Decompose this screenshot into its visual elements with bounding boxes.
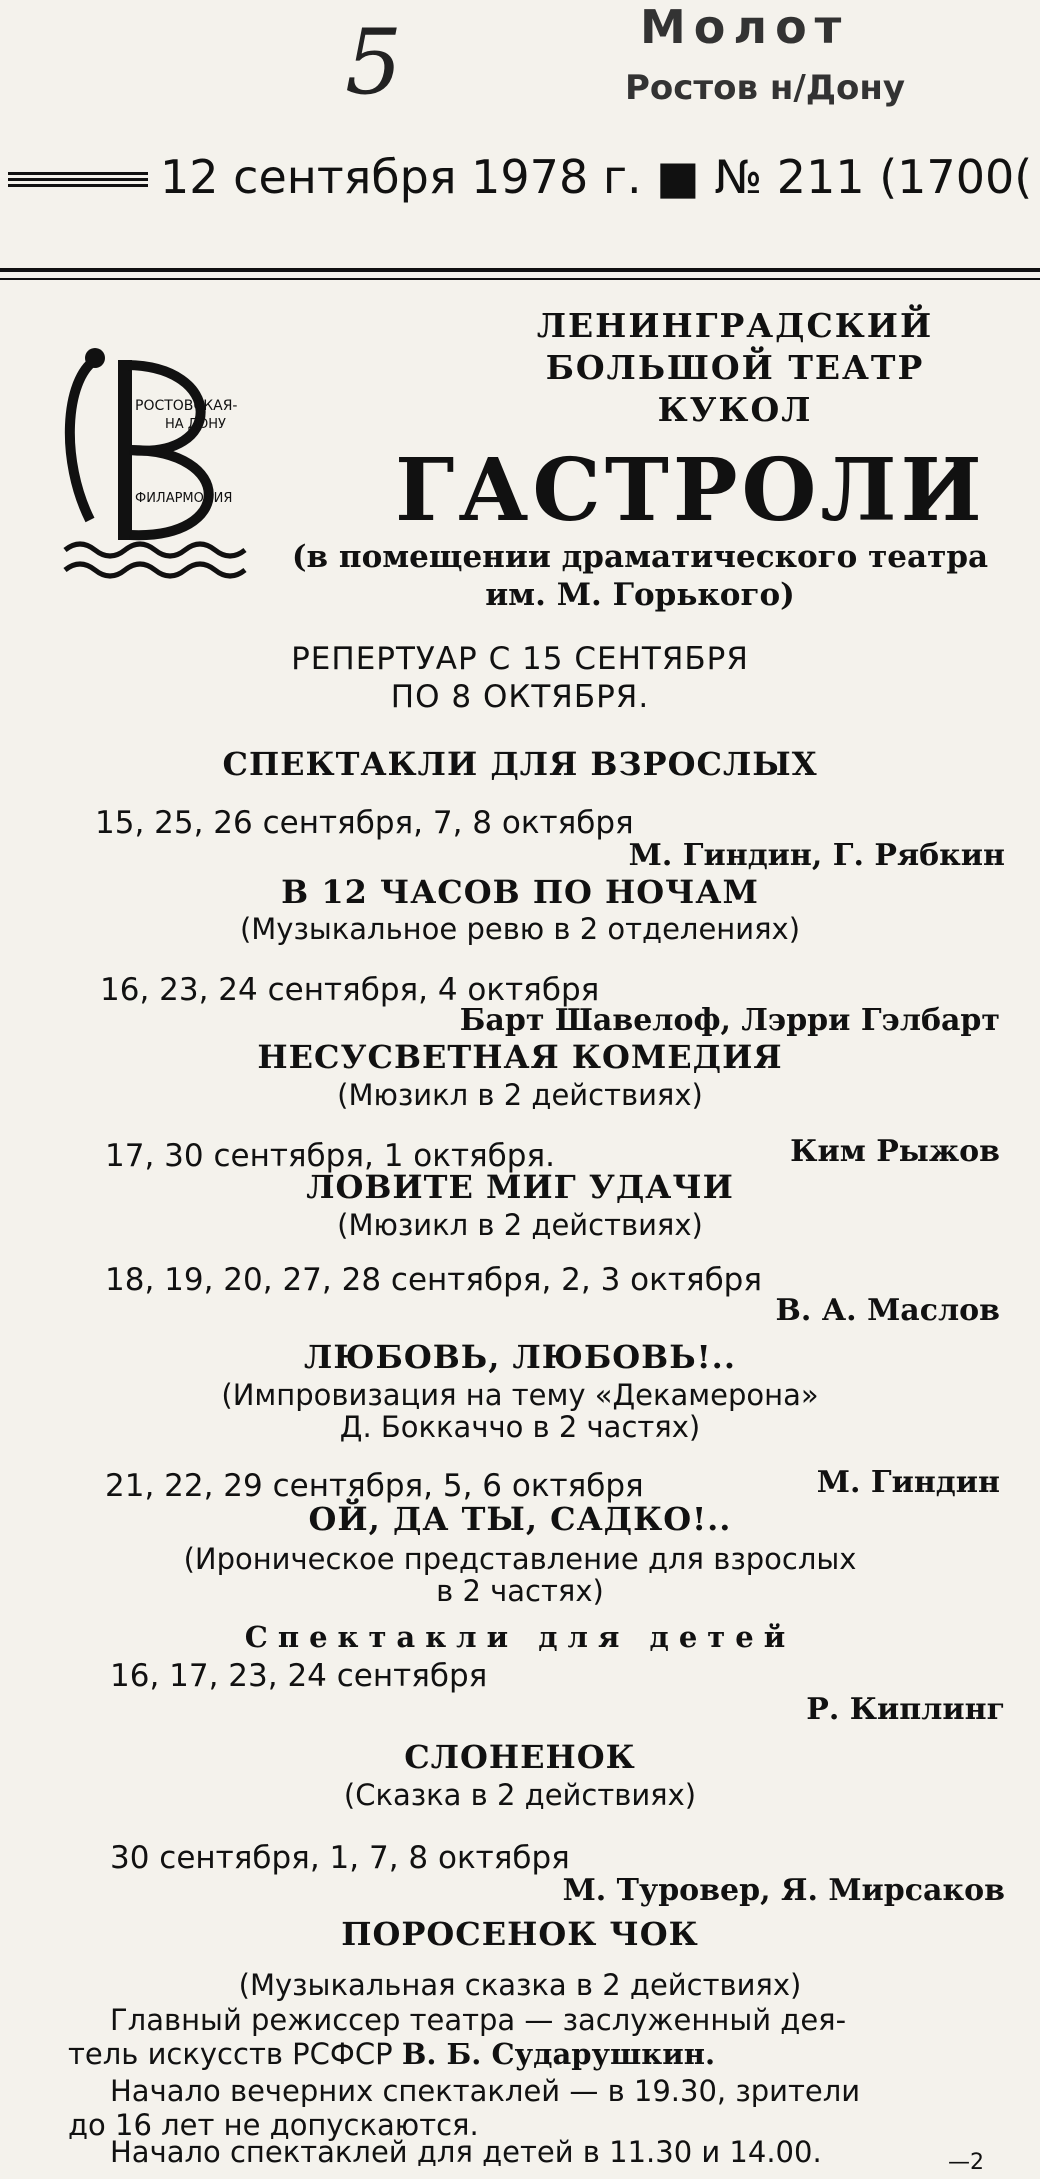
- show-dates: 18, 19, 20, 27, 28 сентября, 2, 3 октября: [105, 1262, 763, 1298]
- announcement-title: ГАСТРОЛИ: [395, 440, 986, 541]
- show-description: (Мюзикл в 2 действиях): [337, 1208, 703, 1242]
- show-author: М. Гиндин, Г. Рябкин: [628, 838, 1005, 873]
- show-title: В 12 ЧАСОВ ПО НОЧАМ: [281, 873, 759, 911]
- header-rule-thin: [0, 278, 1040, 280]
- logo-text-3: ФИЛАРМОНИЯ: [135, 491, 233, 506]
- kids-time: Начало спектаклей для детей в 11.30 и 14.00.: [110, 2135, 822, 2169]
- show-description: (Ироническое представление для взрослых: [183, 1542, 857, 1576]
- theatre-line-3: КУКОЛ: [657, 390, 813, 429]
- show-dates: 16, 17, 23, 24 сентября: [110, 1658, 488, 1694]
- show-description: (Музыкальное ревю в 2 отделениях): [239, 912, 801, 946]
- venue: [280, 538, 1000, 614]
- show-dates: 16, 23, 24 сентября, 4 октября: [100, 972, 600, 1008]
- theatre-line-1: ЛЕНИНГРАДСКИЙ: [536, 306, 934, 345]
- dateline: [0, 150, 1040, 210]
- stamp-newspaper-name: Молот: [640, 0, 850, 54]
- show-author: М. Туровер, Я. Мирсаков: [562, 1873, 1005, 1908]
- theatre-line-2: БОЛЬШОЙ ТЕАТР: [545, 348, 925, 387]
- show-description-line-2: в 2 частях): [436, 1574, 604, 1608]
- venue-line-1: (в помещении драматического театра: [291, 539, 989, 575]
- philharmonic-logo: [55, 340, 285, 590]
- show-description: (Мюзикл в 2 действиях): [337, 1078, 703, 1112]
- show-title: ОЙ, ДА ТЫ, САДКО!..: [308, 1500, 732, 1538]
- show-author: Р. Киплинг: [806, 1692, 1005, 1727]
- show-dates: 15, 25, 26 сентября, 7, 8 октября: [95, 805, 634, 841]
- show-description: (Музыкальная сказка в 2 действиях): [238, 1968, 802, 2002]
- show-author: М. Гиндин: [816, 1465, 1000, 1500]
- show-title: ЛОВИТЕ МИГ УДАЧИ: [306, 1168, 734, 1206]
- repertoire-line-1: РЕПЕРТУАР С 15 СЕНТЯБРЯ: [291, 641, 749, 677]
- dateline-text: 12 сентября 1978 г. ■ № 211 (1700(: [160, 150, 1033, 204]
- repertoire: [0, 640, 1040, 716]
- show-author: Барт Шавелоф, Лэрри Гэлбарт: [459, 1003, 1000, 1038]
- show-title: ЛЮБОВЬ, ЛЮБОВЬ!..: [304, 1338, 736, 1376]
- stamp-city: Ростов н/Дону: [625, 68, 906, 108]
- show-title: СЛОНЕНОК: [404, 1738, 636, 1776]
- show-dates: 21, 22, 29 сентября, 5, 6 октября: [105, 1468, 644, 1504]
- header-rule: [0, 268, 1040, 272]
- show-dates: 17, 30 сентября, 1 октября.: [105, 1138, 555, 1174]
- venue-line-2: им. М. Горького): [485, 577, 795, 613]
- evening-line-2: до 16 лет не допускаются.: [68, 2108, 479, 2142]
- kids-heading: Спектакли для детей: [244, 1620, 796, 1654]
- page-mark: —2: [948, 2150, 984, 2175]
- director-line-1: Главный режиссер театра — заслуженный дея-: [110, 2003, 847, 2037]
- repertoire-line-2: ПО 8 ОКТЯБРЯ.: [390, 679, 650, 715]
- show-description: (Сказка в 2 действиях): [343, 1778, 697, 1812]
- show-description-line-2: Д. Боккаччо в 2 частях): [339, 1410, 701, 1444]
- show-title: ПОРОСЕНОК ЧОК: [341, 1915, 699, 1953]
- director-line-2: [68, 2037, 715, 2071]
- logo-text-2: НА ДОНУ: [165, 417, 226, 432]
- director-line-2-text: тель искусств РСФСР: [68, 2037, 393, 2071]
- logo-text-1: РОСТОВСКАЯ-: [135, 398, 238, 414]
- evening-line-1: Начало вечерних спектаклей — в 19.30, зрители: [110, 2074, 861, 2108]
- handwritten-number: 5: [345, 10, 403, 115]
- show-dates: 30 сентября, 1, 7, 8 октября: [110, 1840, 570, 1876]
- show-author: Ким Рыжов: [790, 1134, 1000, 1169]
- show-title: НЕСУСВЕТНАЯ КОМЕДИЯ: [257, 1038, 783, 1076]
- theatre-name: [470, 305, 1000, 431]
- show-author: В. А. Маслов: [775, 1293, 1000, 1328]
- adults-heading: СПЕКТАКЛИ ДЛЯ ВЗРОСЛЫХ: [222, 745, 818, 783]
- dateline-ornament: [8, 172, 148, 190]
- show-description: (Импровизация на тему «Декамерона»: [221, 1378, 819, 1412]
- director-name: В. Б. Сударушкин.: [401, 2037, 716, 2071]
